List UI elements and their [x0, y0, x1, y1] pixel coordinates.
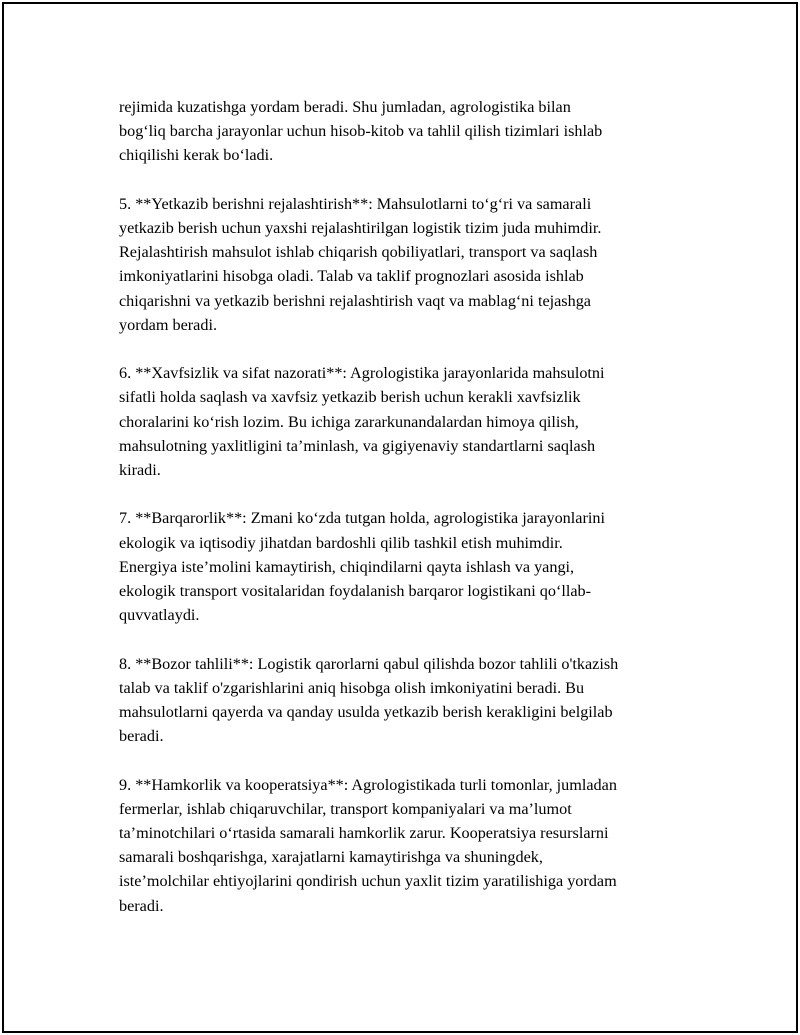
paragraph-item-6	[119, 361, 679, 482]
paragraph-item-7	[119, 506, 679, 627]
text-line: 6. **Xavfsizlik va sifat nazorati**: Agrologistika jarayonlarida mahsulotni	[119, 364, 605, 383]
text-line: bog‘liq barcha jarayonlar uchun hisob-kitob va tahlil qilish tizimlari ishlab	[119, 122, 603, 141]
text-line: talab va taklif o'zgarishlarini aniq hisobga olish imkoniyatini beradi. Bu	[119, 678, 585, 697]
paragraph-continuation	[119, 95, 679, 168]
text-line: rejimida kuzatishga yordam beradi. Shu jumladan, agrologistika bilan	[119, 98, 571, 116]
text-line: fermerlar, ishlab chiqaruvchilar, transport kompaniyalari va ma’lumot	[119, 799, 572, 818]
text-line: 9. **Hamkorlik va kooperatsiya**: Agrologistikada turli tomonlar, jumladan	[119, 775, 617, 794]
text-line: mahsulotning yaxlitligini ta’minlash, va gigiyenaviy standartlarni saqlash	[119, 436, 596, 455]
text-line: kiradi.	[119, 461, 161, 480]
text-line: beradi.	[119, 727, 164, 746]
text-line: mahsulotlarni qayerda va qanday usulda yetkazib berish kerakligini belgilab	[119, 703, 613, 722]
text-line: ekologik va iqtisodiy jihatdan bardoshli qilib tashkil etish muhimdir.	[119, 533, 563, 552]
text-line: chiqilishi kerak bo‘ladi.	[119, 146, 274, 165]
text-line: 5. **Yetkazib berishni rejalashtirish**: Mahsulotlarni to‘g‘ri va samarali	[119, 194, 592, 213]
text-line: 7. **Barqarorlik**: Zmani ko‘zda tutgan holda, agrologistika jarayonlarini	[119, 509, 605, 528]
text-line: 8. **Bozor tahlili**: Logistik qarorlarni qabul qilishda bozor tahlili o'tkazish	[119, 654, 619, 673]
text-line: yordam beradi.	[119, 315, 217, 334]
text-line: imkoniyatlarini hisobga oladi. Talab va taklif prognozlari asosida ishlab	[119, 267, 584, 286]
paragraph-item-5	[119, 192, 679, 337]
text-line: ekologik transport vositalaridan foydalanish barqaror logistikani qo‘llab-	[119, 582, 592, 601]
text-line: sifatli holda saqlash va xavfsiz yetkazib berish uchun kerakli xavfsizlik	[119, 388, 581, 407]
text-line: samarali boshqarishga, xarajatlarni kamaytirishga va shuningdek,	[119, 848, 543, 867]
document-page	[2, 2, 798, 1033]
text-line: yetkazib berish uchun yaxshi rejalashtirilgan logistik tizim juda muhimdir.	[119, 219, 602, 237]
paragraph-item-9	[119, 773, 679, 918]
text-line: ta’minotchilari o‘rtasida samarali hamkorlik zarur. Kooperatsiya resurslarni	[119, 824, 609, 843]
text-line: quvvatlaydi.	[119, 606, 200, 625]
text-line: chiqarishni va yetkazib berishni rejalashtirish vaqt va mablag‘ni tejashga	[119, 291, 591, 310]
text-line: choralarini ko‘rish lozim. Bu ichiga zararkunandalardan himoya qilish,	[119, 412, 579, 431]
paragraph-item-8	[119, 652, 679, 749]
text-line: Energiya iste’molini kamaytirish, chiqindilarni qayta ishlash va yangi,	[119, 557, 575, 576]
text-line: Rejalashtirish mahsulot ishlab chiqarish qobiliyatlari, transport va saqlash	[119, 243, 598, 262]
document-body	[119, 95, 679, 942]
text-line: iste’molchilar ehtiyojlarini qondirish uchun yaxlit tizim yaratilishiga yordam	[119, 872, 617, 891]
text-line: beradi.	[119, 896, 164, 915]
